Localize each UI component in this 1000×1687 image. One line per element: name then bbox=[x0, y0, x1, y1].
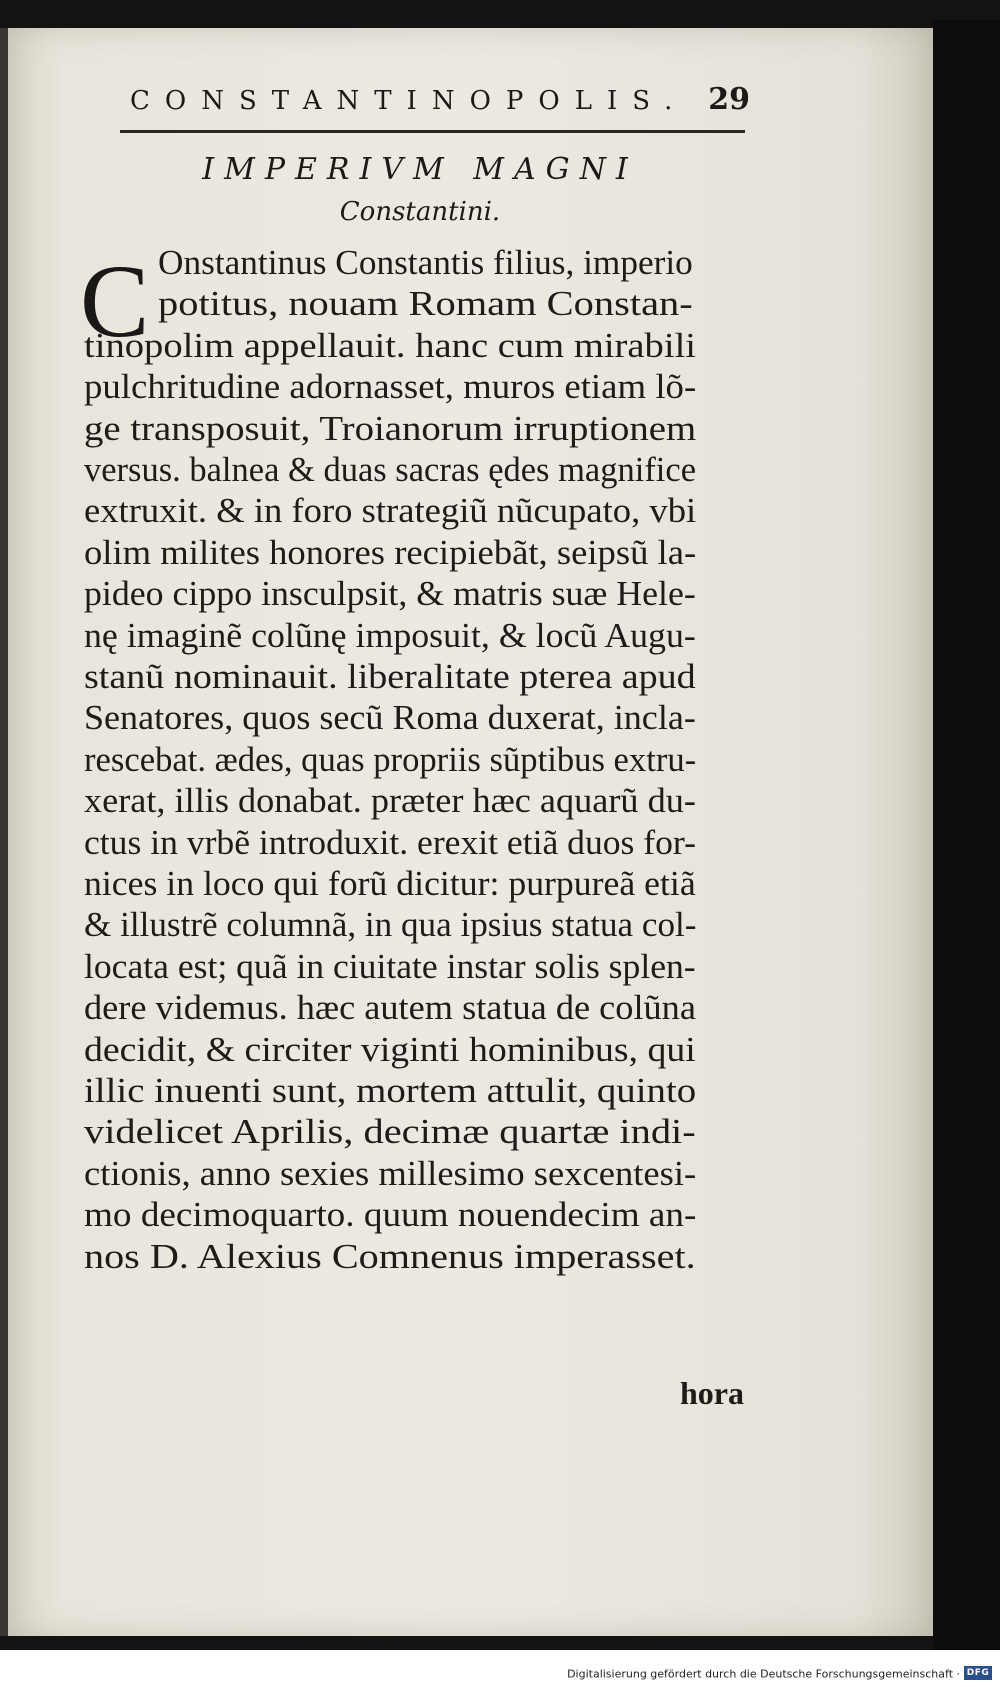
section-subtitle: Constantini. bbox=[339, 197, 501, 227]
body-line: videlicet Aprilis, decimæ quartæ indi- bbox=[84, 1112, 696, 1152]
body-line: versus. balnea & duas sacras ędes magnifice bbox=[84, 450, 697, 489]
body-line: nę imaginẽ colũnę imposuit, & locũ Augu- bbox=[84, 615, 696, 655]
header-rule bbox=[120, 130, 745, 133]
drop-cap: C bbox=[80, 244, 150, 359]
body-line: pulchritudine adornasset, muros etiam lõ- bbox=[84, 367, 697, 407]
body-line: potitus, nouam Romam Constan- bbox=[158, 284, 693, 324]
body-line: rescebat. ædes, quas propriis sũptibus extru- bbox=[84, 739, 697, 779]
binding-gutter bbox=[0, 28, 8, 1636]
page-header bbox=[130, 80, 750, 130]
body-line: pideo cippo insculpsit, & matris suæ Hele- bbox=[84, 574, 696, 614]
page-number: 29 bbox=[708, 82, 750, 117]
body-line: nices in loco qui forũ dicitur: purpureã etiã bbox=[84, 864, 696, 903]
footer-credit: Digitalisierung gefördert durch die Deutsche Forschungsgemeinschaft · bbox=[567, 1667, 960, 1681]
body-line: illic inuenti sunt, mortem attulit, quinto bbox=[84, 1071, 697, 1110]
body-line: xerat, illis donabat. præter hæc aquarũ du- bbox=[84, 781, 696, 821]
body-line: dere videmus. hæc autem statua de colũna bbox=[84, 988, 696, 1028]
catchword: hora bbox=[680, 1375, 744, 1411]
section-title: IMPERIVM MAGNI bbox=[202, 152, 638, 187]
body-line: Senatores, quos secũ Roma duxerat, incla- bbox=[84, 698, 696, 738]
body-line: nos D. Alexius Comnenus imperasset. bbox=[84, 1236, 696, 1276]
body-line: & illustrẽ columnã, in qua ipsius statua col- bbox=[84, 905, 697, 945]
body-line: ctionis, anno sexies millesimo sexcentesi- bbox=[84, 1153, 697, 1193]
body-line: extruxit. & in foro strategiũ nũcupato, vbi bbox=[84, 491, 697, 531]
body-line: Onstantinus Constantis filius, imperio bbox=[158, 243, 693, 282]
body-line: olim milites honores recipiebãt, seipsũ la- bbox=[84, 532, 697, 572]
dfg-logo-icon: DFG bbox=[964, 1666, 992, 1680]
body-line: mo decimoquarto. quum nouendecim an- bbox=[84, 1195, 697, 1235]
body-line: ctus in vrbẽ introduxit. erexit etiã duos for- bbox=[84, 822, 696, 862]
body-line: decidit, & circiter viginti hominibus, qui bbox=[84, 1029, 696, 1069]
scan-right-edge bbox=[933, 20, 1000, 1650]
body-line: tinopolim appellauit. hanc cum mirabili bbox=[84, 325, 697, 365]
body-line: ge transposuit, Troianorum irruptionem bbox=[84, 408, 697, 448]
body-line: stanũ nominauit. liberalitate pterea apud bbox=[84, 657, 696, 696]
running-head: CONSTANTINOPOLIS. bbox=[130, 86, 688, 116]
body-line: locata est; quã in ciuitate instar solis splen- bbox=[84, 946, 696, 986]
